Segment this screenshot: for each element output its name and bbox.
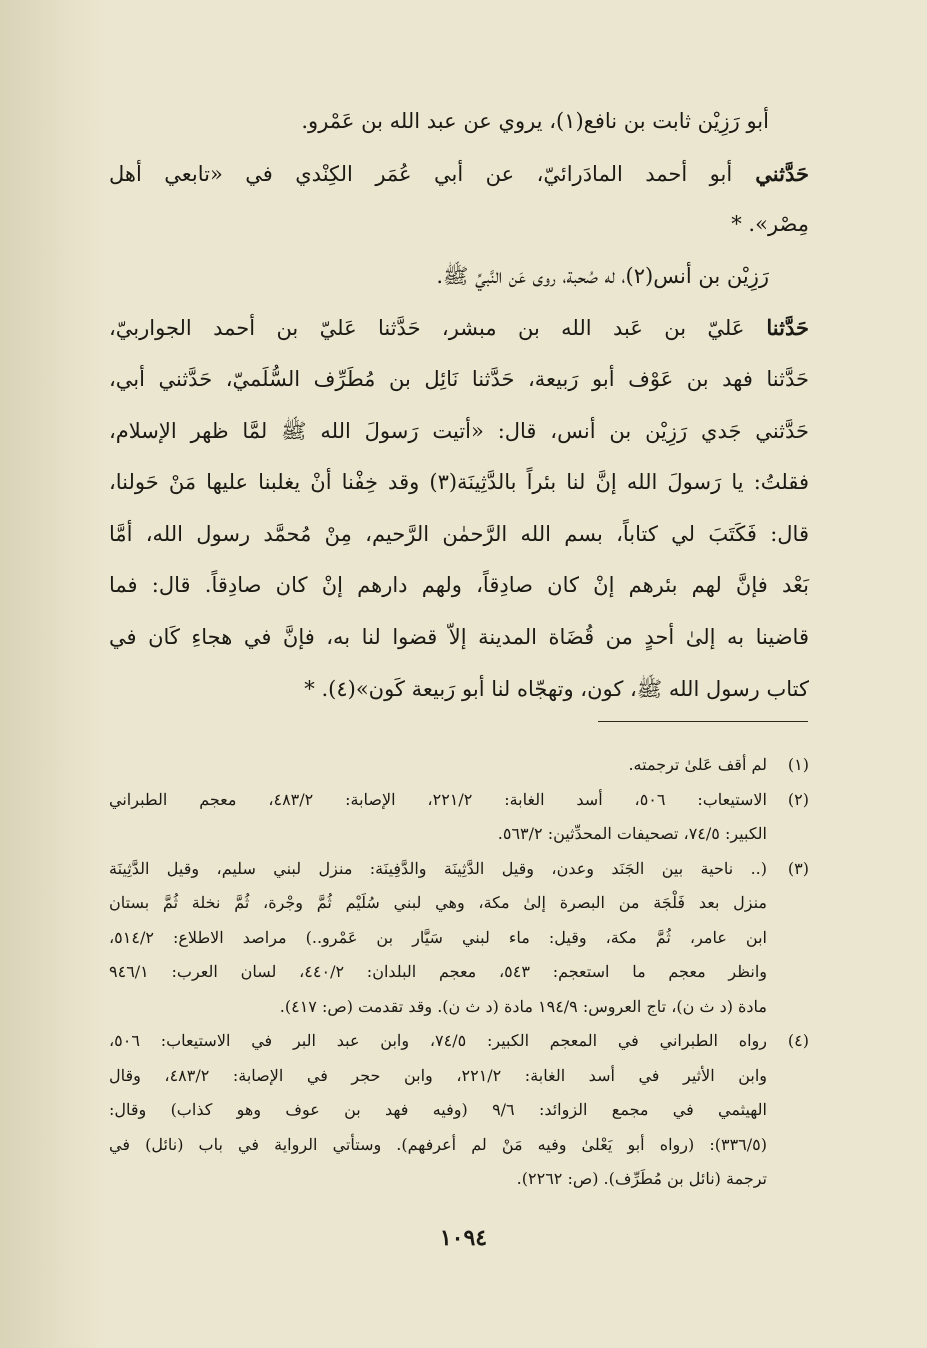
footnote-number: (٤) — [787, 1031, 810, 1050]
footnotes — [109, 748, 809, 1197]
footnote-line: منزل بعد فَلْجَة من البصرة إلىٰ مكة، وهي لبني سُلَيْم ثُمَّ وجْرة، ثُمَّ نخلة ثُمَّ بستان — [109, 893, 767, 912]
footnote-line — [109, 748, 809, 783]
footnote-line: وابن الأثير في أسد الغابة: ٢٢١/٢، وابن حجر في الإصابة: ٤٨٣/٢، وقال — [109, 1065, 768, 1085]
text-line: حَدَّثنا فهد بن عَوْف أبو رَبيعة، حَدَّثنا نَائِل بن مُطَرِّف السُّلَميّ، حَدَّثني أبي، — [109, 366, 809, 391]
footnote-line — [109, 852, 809, 887]
footnote-line: الهيثمي في مجمع الزوائد: ٩/٦ (وفيه فهد بن عوف وهو كذاب) وقال: — [109, 1100, 767, 1119]
footnote-line — [109, 1024, 809, 1059]
text-line: بَعْد فإنَّ لهم بئرهم إنْ كان صادِقاً، ولهم دارهم إنْ كان صادِقاً. قال: فما — [109, 573, 809, 598]
text-line: حَدَّثني جَدي رَزِيْن بن أنس، قال: «أتيت رَسولَ الله ﷺ لمَّا ظهر الإسلام، — [109, 418, 809, 443]
footnote-number: (١) — [787, 755, 809, 774]
footnote-separator — [598, 721, 808, 722]
text-line: رَزِيْن بن أنس(٢)، له صُحبة، روى عَن النَّبيِّ ﷺ. — [436, 263, 769, 288]
footnote-line: (٣٣٦/٥): (رواه أبو يَعْلىٰ وفيه مَنْ لم أعرفهم). وستأتي الرواية في باب (نائل) في — [109, 1134, 767, 1154]
footnote-line — [109, 783, 809, 818]
footnote-text: لم أقف عَلىٰ ترجمته. — [628, 755, 767, 774]
text-line: فقلتُ: يا رَسولَ الله إنَّ لنا بئراً بالدَّثِينَة(٣) وقد خِفْنا أنْ يغلبنا عليها مَنْ حَولنا، — [109, 470, 809, 495]
footnote-line: وانظر معجم ما استعجم: ٥٤٣، معجم البلدان: ٤٤٠/٢، لسان العرب: ٩٤٦/١ — [109, 962, 767, 981]
footnote-line: الكبير: ٧٤/٥، تصحيفات المحدِّثين: ٥٦٣/٢. — [497, 824, 767, 843]
footnote-text: الاستيعاب: ٥٠٦، أسد الغابة: ٢٢١/٢، الإصابة: ٤٨٣/٢، معجم الطبراني — [109, 789, 768, 809]
text-line — [109, 148, 809, 200]
footnote-text: رواه الطبراني في المعجم الكبير: ٧٤/٥، وابن عبد البر في الاستيعاب: ٥٠٦، — [109, 1031, 768, 1050]
footnote-number: (٢) — [787, 789, 810, 809]
text-line: مِصْر». * — [731, 212, 809, 237]
footnote-line: ترجمة (نائل بن مُطَرِّف). (ص: ٢٢٦٢). — [516, 1169, 767, 1188]
narration-word: حَدَّثنا — [744, 315, 809, 341]
main-text — [109, 96, 809, 715]
text-line-rest: عَليّ بن عَبد الله بن مبشر، حَدَّثنا عَليّ بن أحمد الجواربيّ، — [109, 316, 745, 341]
page-number: ١٠٩٤ — [439, 1225, 488, 1251]
text-line: كتاب رسول الله ﷺ، كون، وتهجّاه لنا أبو رَبيعة كَون»(٤). * — [304, 676, 809, 701]
text-line — [109, 302, 809, 354]
footnote-text: (.. ناحية بين الجَنَد وعدن، وقيل الدَّثِينَة والدَّفِينَة: منزل لبني سليم، وقيل الدَّثِينَة — [109, 858, 767, 878]
narration-word: حَدَّثني — [732, 160, 809, 186]
footnote-number: (٣) — [787, 858, 809, 878]
text-line: قاضينا به إلىٰ أحدٍ من قُضَاة المدينة إلاّ قضوا لنا به، فإنَّ في هجاءِ كَان في — [109, 624, 809, 649]
footnote-line: مادة (د ث ن)، تاج العروس: ١٩٤/٩ مادة (د ث ن). وقد تقدمت (ص: ٤١٧). — [279, 996, 767, 1016]
footnote-line: ابن عامر، ثُمَّ مكة، وقيل: ماء لبني سَيَّار بن عَمْرو..) مراصد الاطلاع: ٥١٤/٢، — [109, 927, 767, 947]
text-line-rest: أبو أحمد المادَرائيّ، عن أبي عُمَر الكِنْدي في «تابعي أهل — [109, 161, 733, 186]
text-line: أبو رَزِيْن ثابت بن نافع(١)، يروي عن عبد الله بن عَمْرو. — [301, 109, 769, 133]
text-line: قال: فَكَتَبَ لي كتاباً، بسم الله الرَّحمٰن الرَّحيم، مِنْ مُحمَّد رسول الله، أمَّا — [109, 521, 809, 546]
